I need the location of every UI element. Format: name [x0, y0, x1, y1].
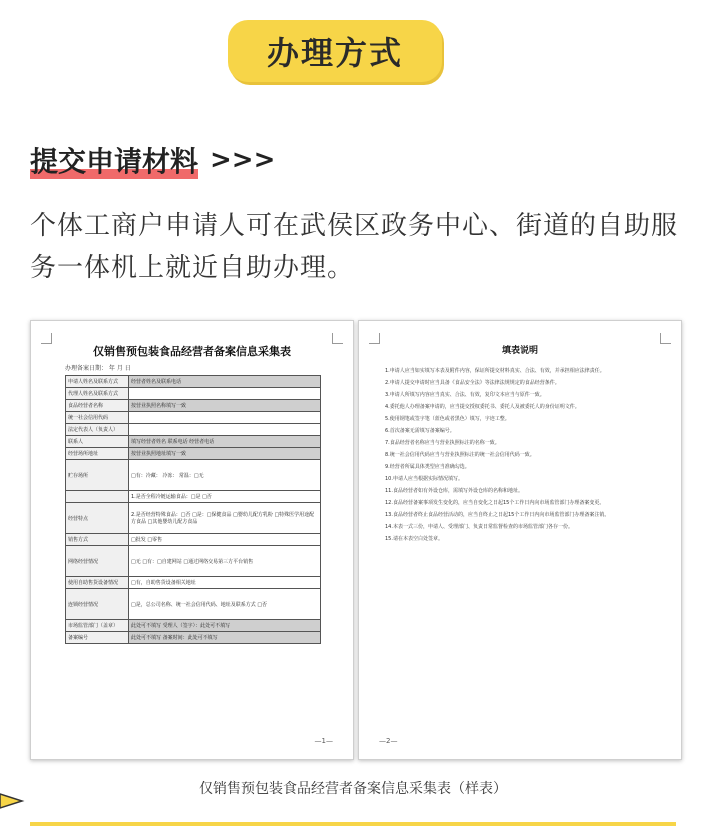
page-title: 办理方式: [266, 34, 403, 72]
list-item: 2.申请人提交申请时应当具备《食品安全法》等法律法规规定的食品经营条件。: [385, 380, 560, 386]
arrow-icon: [0, 790, 28, 812]
table-row: [66, 577, 321, 589]
row-label: 网络经营情况: [66, 546, 129, 577]
row-label: [66, 491, 129, 503]
row-value: 2.是否经营特殊食品：□否 □是：□保健食品 □婴幼儿配方乳粉 □特殊医学用途配方食品 □其他婴幼儿配方食品: [129, 503, 321, 534]
list-item: 9.经营者所属具体类型应当准确勾选。: [385, 464, 470, 470]
table-row: [66, 412, 321, 424]
notes-title: 填表说明: [501, 346, 538, 356]
list-item: 13.食品经营者终止食品经营活动的，应当自终止之日起15个工作日内向市场监管部门办理备案注销。: [385, 512, 610, 518]
form-date-line: 办理备案日期： 年 月 日: [65, 365, 131, 372]
row-label: 食品经营者名称: [66, 400, 129, 412]
row-label: 申请人姓名及联系方式: [66, 376, 129, 388]
list-item: 5.使用钢笔或签字笔（蓝色或者黑色）填写，字迹工整。: [385, 416, 510, 422]
row-label: 代理人姓名及联系方式: [66, 388, 129, 400]
table-row: [66, 448, 321, 460]
intro-text: 个体工商户申请人可在武侯区政务中心、街道的自助服务一体机上就近自助办理。: [30, 211, 679, 283]
table-row: [66, 436, 321, 448]
list-item: 7.食品经营者名称应当与营业执照标注的名称一致。: [385, 440, 500, 446]
table-row: [66, 534, 321, 546]
notes-list: [385, 365, 657, 545]
list-item: 4.委托他人办理备案申请的，应当提交授权委托书、委托人及被委托人的身份证明文件。: [385, 404, 580, 410]
list-item: 6.首次备案无需填写备案编号。: [385, 428, 455, 434]
row-label: 贮存场所: [66, 460, 129, 491]
row-value: □有，自助售货设备相关地址: [129, 577, 321, 589]
row-label: 经营特点: [66, 503, 129, 534]
row-label: 市场监管部门（盖章）: [66, 620, 129, 632]
row-value: 按营业执照名称填写一致: [129, 400, 321, 412]
row-value: [129, 412, 321, 424]
table-row: [66, 503, 321, 534]
row-value: 1.是否全程冷链运输食品：□是 □否: [129, 491, 321, 503]
row-value: □有：冷藏： 冷冻： 常温：□无: [129, 460, 321, 491]
table-row: [66, 546, 321, 577]
row-label: 连锁经营情况: [66, 589, 129, 620]
row-label: 法定代表人（负责人）: [66, 424, 129, 436]
table-row: [66, 632, 321, 644]
table-row: [66, 388, 321, 400]
title-pill: [228, 20, 442, 82]
row-label: 联系人: [66, 436, 129, 448]
row-value: 此处可不填写 受理人（签字）：此处可不填写: [129, 620, 321, 632]
form-table: [65, 375, 321, 644]
row-value: 此处可不填写 备案时间：此处可不填写: [129, 632, 321, 644]
chevrons-icon: >>>: [210, 145, 276, 175]
table-row: [66, 460, 321, 491]
notes-sheet: [358, 320, 682, 760]
table-row: [66, 400, 321, 412]
page-number: —2—: [379, 737, 398, 745]
row-label: 使用自助售货设备情况: [66, 577, 129, 589]
row-value: 按营业执照地址填写一致: [129, 448, 321, 460]
row-label: 经营场所地址: [66, 448, 129, 460]
form-sheet: [30, 320, 354, 760]
section-heading: [30, 140, 275, 180]
row-label: 备案编号: [66, 632, 129, 644]
page-number: —1—: [314, 737, 333, 745]
row-value: 填写经营者姓名 联系电话 经营者电话: [129, 436, 321, 448]
row-value: □是，总公司名称、统一社会信用代码、地址及联系方式 □否: [129, 589, 321, 620]
row-value: □无 □有：□自建网站 □通过网络交易第三方平台销售: [129, 546, 321, 577]
row-value: [129, 388, 321, 400]
table-row: [66, 589, 321, 620]
row-label: 销售方式: [66, 534, 129, 546]
list-item: 11.食品经营者如有外设仓库，需填写外设仓库的名称和地址。: [385, 488, 523, 494]
list-item: 10.申请人应当根据实际情况填写。: [385, 476, 463, 482]
table-row: [66, 620, 321, 632]
section-heading-text: 提交申请材料: [30, 140, 198, 180]
row-value: [129, 424, 321, 436]
list-item: 14.本表一式三份，申请人、受理部门、负责日常监督检查的市场监管部门各存一份。: [385, 524, 573, 530]
list-item: 12.食品经营备案事项发生变化的，应当自变化之日起15个工作日内向市场监管部门办理备案变更。: [385, 500, 605, 506]
list-item: 1.申请人应当如实填写本表及附件内容，保证所提交材料真实、合法、有效，并承担相应法律责任。: [385, 368, 605, 374]
bottom-strip: [30, 822, 676, 826]
image-caption: 仅销售预包装食品经营者备案信息采集表（样表）: [199, 781, 507, 797]
form-title: 仅销售预包装食品经营者备案信息采集表: [93, 345, 291, 358]
list-item: 15.请在本表空白处签章。: [385, 536, 443, 542]
list-item: 3.申请人所填写内容应当真实、合法、有效，复印文本应当与原件一致。: [385, 392, 545, 398]
row-label: 统一社会信用代码: [66, 412, 129, 424]
row-value: □批发 □零售: [129, 534, 321, 546]
list-item: 8.统一社会信用代码应当与营业执照标注的统一社会信用代码一致。: [385, 452, 535, 458]
table-row: [66, 491, 321, 503]
row-value: 经营者姓名及联系电话: [129, 376, 321, 388]
table-row: [66, 376, 321, 388]
table-row: [66, 424, 321, 436]
